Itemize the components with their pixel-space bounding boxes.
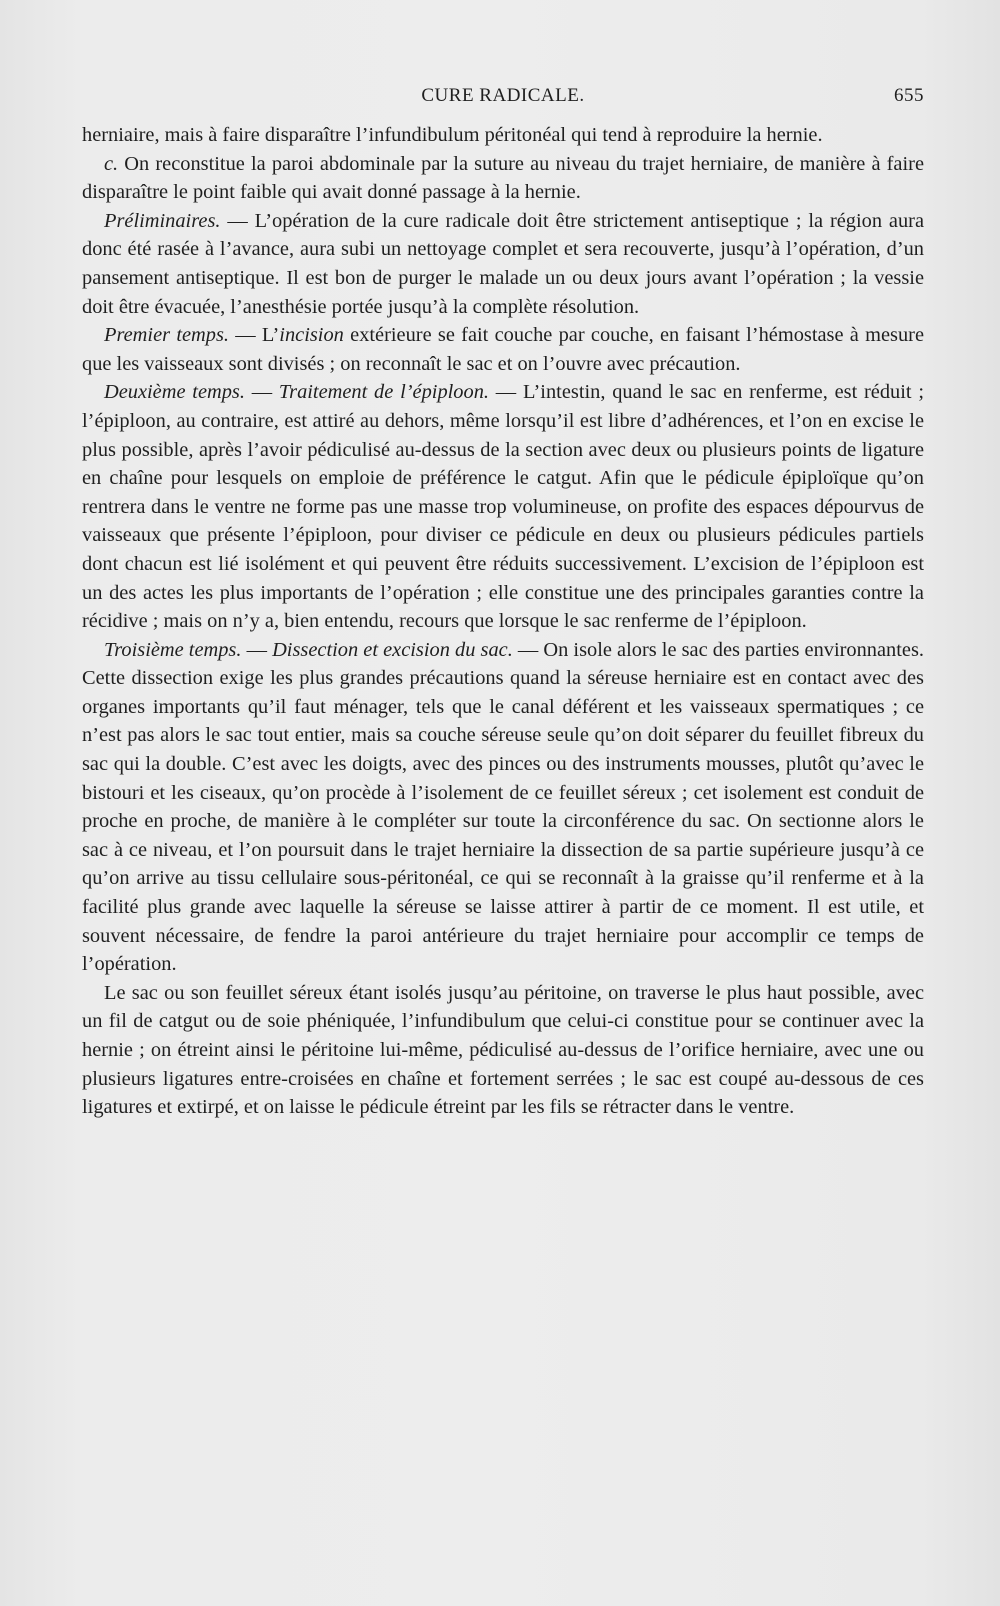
paragraph-premier-temps <box>82 321 924 378</box>
section-subtitle: Traitement de l’épiploon. <box>278 381 489 404</box>
separator: — L’ <box>229 324 280 347</box>
paragraph-preliminaires <box>82 207 924 321</box>
section-heading: Premier temps. <box>104 324 229 347</box>
paragraph-text: Le sac ou son feuillet séreux étant isolés jusqu’au péritoine, on traverse le plus haut possible, avec un fil de catgut ou de soie phéniquée, l’infundibulum que celui-ci constitue pour se continuer avec la hernie ; on étreint ainsi le péritoine lui-même, pédiculisé au-dessus de l’orifice herniaire, avec une ou plusieurs ligatures entre-croisées en chaîne et fortement serrées ; le sac est coupé au-dessous de ces ligatures et extirpé, et on laisse le pédicule étreint par les fils se rétracter dans le ventre. <box>82 981 924 1119</box>
running-title: CURE RADICALE. <box>421 85 585 106</box>
separator: — <box>241 638 273 661</box>
body-text <box>82 121 924 1122</box>
paragraph-text: — L’opération de la cure radicale doit être strictement antiseptique ; la région aura donc été rasée à l’avance, aura subi un nettoyage complet et sera recouverte, jusqu’à l’opération, d’un pansement antiseptique. Il est bon de purger le malade un ou deux jours avant l’opération ; la vessie doit être évacuée, l’anesthésie portée jusqu’à la complète résolution. <box>82 209 924 318</box>
paragraph-deuxieme-temps <box>82 378 924 635</box>
paragraph-text: — L’intestin, quand le sac en renferme, est réduit ; l’épiploon, au contraire, est attiré au dehors, même lorsqu’il est libre d’adhérences, et l’on en excise le plus possible, après l’avoir pédiculisé au-dessus de la section avec deux ou plusieurs points de ligature en chaîne pour lesquels on emploie de préférence le catgut. Afin que le pédicule épiploïque qu’on rentrera dans le ventre ne forme pas une masse trop volumineuse, on profite des espaces dépourvus de vaisseaux que présente l’épiploon, pour diviser ce pédicule en deux ou plusieurs pédicules partiels dont chacun est lié isolément et qui peuvent être réduits successivement. L’excision de l’épiploon est un des actes les plus importants de l’opération ; elle constitue une des principales garanties contre la récidive ; mais on n’y a, bien entendu, recours que lorsque le sac renferme de l’épiploon. <box>82 381 925 633</box>
paragraph-text: extérieure se fait couche par couche, en faisant l’hémostase à mesure que les vaisseaux sont divisés ; on reconnaît le sac et on l’ouvre avec précaution. <box>82 324 924 375</box>
section-heading: Troisième temps. <box>104 638 242 661</box>
item-marker: c. <box>104 152 119 175</box>
paragraph-text: — On isole alors le sac des parties environnantes. Cette dissection exige les plus grandes précautions quand la séreuse herniaire est en contact avec des organes importants qu’il faut ménager, tels que le canal déférent et les vaisseaux spermatiques ; ce n’est pas alors le sac tout entier, mais sa couche séreuse seule qu’on doit séparer du feuillet fibreux du sac qui la double. C’est avec les doigts, avec des pinces ou des instruments mousses, plutôt qu’avec le bistouri et les ciseaux, qu’on procède à l’isolement de ce feuillet séreux ; cet isolement est conduit de proche en proche, de manière à le compléter sur toute la circonférence du sac. On sectionne alors le sac à ce niveau, et l’on poursuit dans le trajet herniaire la dissection de sa partie supérieure jusqu’à ce qu’on arrive au tissu cellulaire sous-péritonéal, ce qui se reconnaît à la graisse qu’il renferme et à la facilité plus grande avec laquelle la séreuse se laisse attirer à partir de ce moment. Il est utile, et souvent nécessaire, de fendre la paroi antérieure du trajet herniaire pour accomplir ce temps de l’opération. <box>82 638 924 976</box>
section-heading: Deuxième temps. <box>104 381 245 404</box>
paragraph-troisieme-temps <box>82 636 924 979</box>
paragraph-continuation <box>82 121 924 150</box>
paragraph-text: herniaire, mais à faire disparaître l’infundibulum péritonéal qui tend à reproduire la hernie. <box>82 124 823 146</box>
paragraph-item-c <box>82 150 924 207</box>
emphasis-term: incision <box>279 324 344 347</box>
page-number: 655 <box>894 85 924 106</box>
section-subtitle: Dissection et excision du sac. <box>272 638 513 661</box>
paragraph-text: On reconstitue la paroi abdominale par la suture au niveau du trajet herniaire, de manière à faire disparaître le point faible qui avait donné passage à la hernie. <box>82 152 924 204</box>
separator: — <box>244 381 279 404</box>
page-header <box>82 85 924 111</box>
section-heading: Préliminaires. <box>104 209 221 232</box>
paragraph-ligature <box>82 979 924 1122</box>
